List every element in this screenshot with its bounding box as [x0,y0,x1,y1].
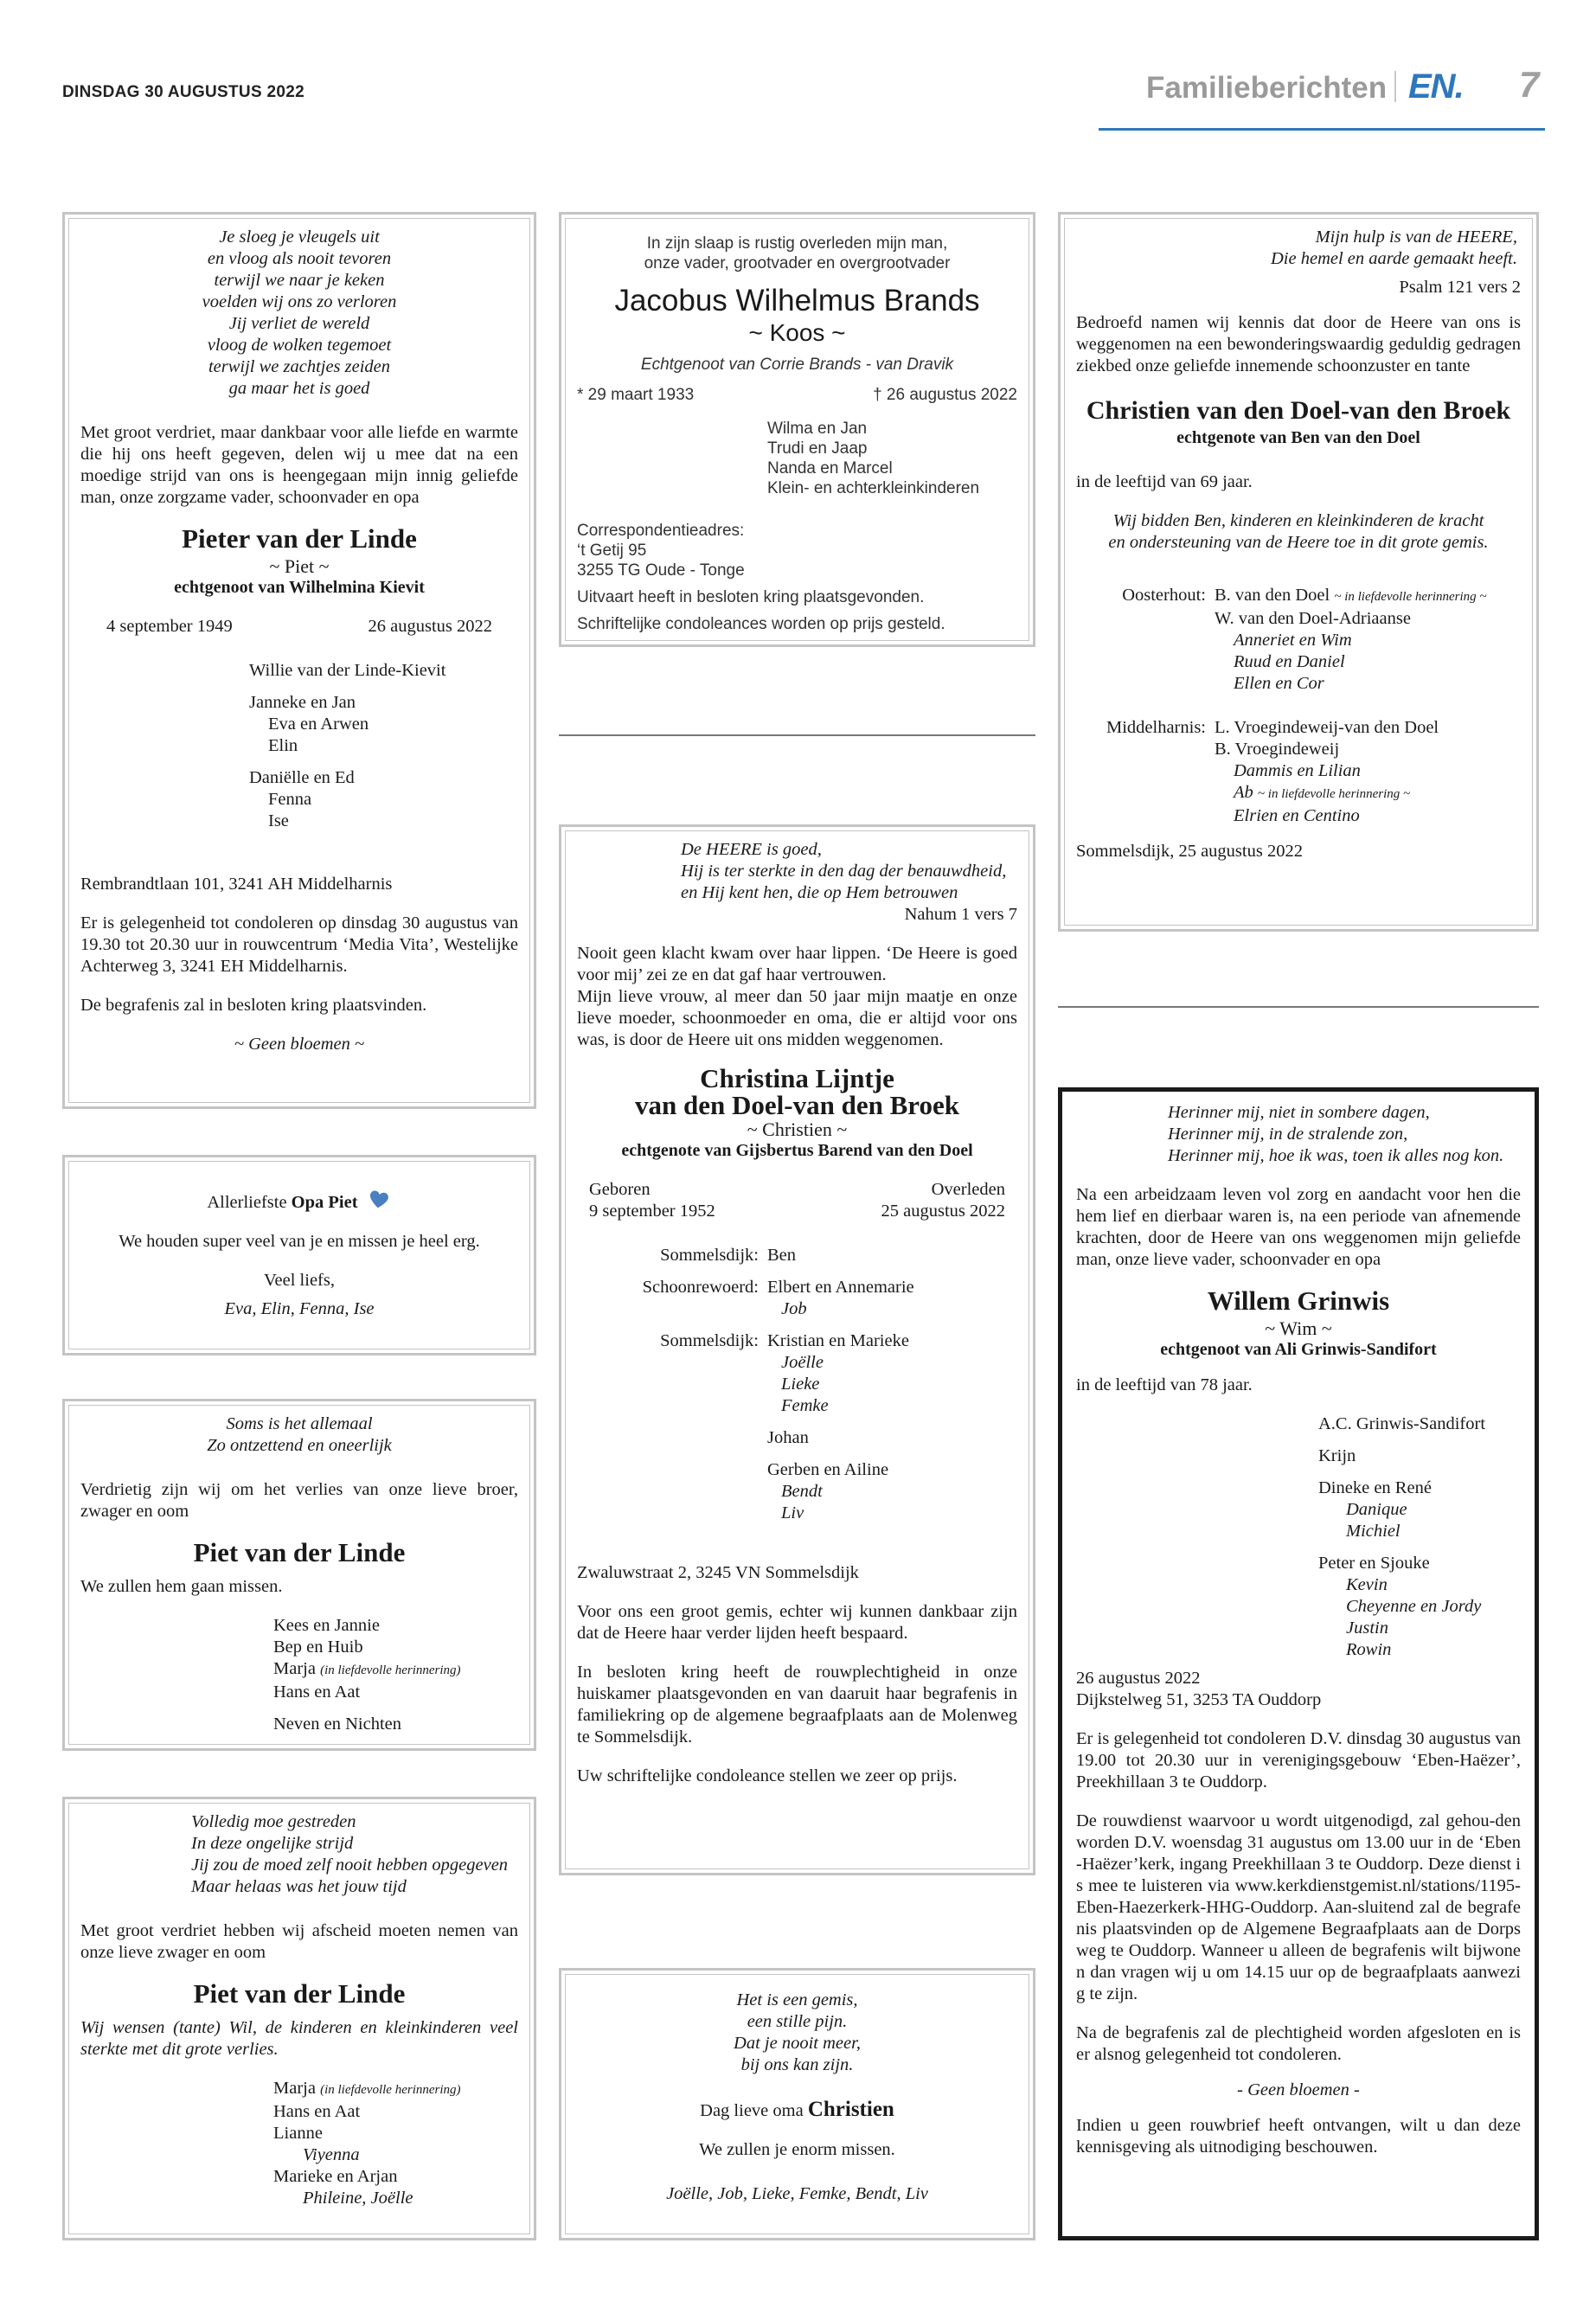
birth-date: 9 september 1952 [589,1202,715,1221]
family-member: A.C. Grinwis-Sandifort [1318,1414,1486,1433]
greeting-name: Christien [807,2098,894,2121]
signature: Joëlle, Job, Lieke, Femke, Bendt, Liv [666,2184,928,2203]
family-child: Liv [781,1503,804,1522]
poem-line: In deze ongelijke strijd [191,1834,354,1853]
family-place [577,1427,759,1449]
family-place: Middelharnis: [1106,718,1206,737]
spouse-line: echtgenote van Gijsbertus Barend van den Doel [621,1141,973,1160]
poem-line: Volledig moe gestreden [191,1812,356,1831]
message-oma-christien [559,1968,1035,2240]
poem-line: Dat je nooit meer, [734,2034,861,2053]
poem-line: Soms is het allemaal [226,1414,373,1433]
poem-line: Jij zou de moed zelf nooit hebben opgegeven [191,1856,509,1875]
intro-text: Met groot verdriet hebben wij afscheid moeten nemen van onze lieve zwager en oom [80,1921,518,1962]
deceased-name: Christina Lijntje [700,1063,894,1093]
obituary-christina [559,824,1035,1875]
deceased-name: Christien van den Doel-van den Broek [1086,396,1511,425]
obituary-piet-broer [62,1399,536,1751]
address-line: ‘t Getij 95 [577,542,647,560]
poem-line: terwijl we zachtjes zeiden [208,357,391,376]
family-place: Sommelsdijk: [660,1331,759,1350]
message-line: Veel liefs, [264,1271,335,1290]
poem-line: en vloog als nooit tevoren [207,249,392,268]
family-member: W. van den Doel-Adriaanse [1215,609,1411,628]
no-flowers: ~ Geen bloemen ~ [234,1035,365,1054]
nickname: ~ Wim ~ [1265,1317,1332,1339]
nickname: ~ Koos ~ [748,319,846,346]
family-member: Elbert en Annemarie [767,1278,914,1297]
family-member: Daniëlle en Ed [249,768,355,787]
family-place: Oosterhout: [1122,586,1206,605]
family-child: Ab ~ in liefdevolle herinnering ~ [1234,783,1411,802]
family-child: Bendt [781,1482,823,1501]
poem-line: Herinner mij, in de stralende zon, [1168,1125,1408,1144]
message-line: We houden super veel van je en missen je heel erg. [119,1232,480,1251]
family-member: Marieke en Arjan [273,2167,398,2186]
family-member: Willie van der Linde-Kievit [249,661,446,680]
family-member: Trudi en Jaap [767,439,868,458]
intro-text: Bedroefd namen wij kennis dat door de Heere van ons is weggenomen na een bewonderingswaardig geduldig gedragen ziekbed onze geliefde innemende schoonzuster en tante [1076,313,1521,375]
deceased-name: Piet van der Linde [193,1537,406,1567]
en-logo[interactable]: EN. [1408,67,1464,106]
family-member: Dineke en René [1318,1478,1432,1497]
deceased-name: Jacobus Wilhelmus Brands [614,284,980,317]
family-member: Marja (in liefdevolle herinnering) [273,2079,461,2098]
verse-line: De HEERE is goed, [681,840,822,859]
poem-line: bij ons kan zijn. [740,2055,854,2074]
intro-text: Verdrietig zijn wij om het verlies van onze lieve broer, zwager en oom [80,1480,518,1521]
notice-text: Indien u geen rouwbrief heeft ontvangen, wilt u dan deze kennisgeving als uitnodiging beschouwen. [1076,2116,1521,2157]
family-member: L. Vroegindeweij-van den Doel [1215,718,1439,737]
family-child: Dammis en Lilian [1234,761,1361,780]
section-title: Familieberichten [1146,71,1388,105]
poem-line: vloog de wolken tegemoet [207,336,392,355]
funeral-info: Uitvaart heeft in besloten kring plaatsgevonden. [577,588,925,606]
poem-line: Het is een gemis, [736,1990,858,2009]
paragraph: In besloten kring heeft de rouwplechtigheid in onze huiskamer plaatsgevonden en van daaruit haar begrafenis in familiekring op de algemene begraafplaats aan de Molenweg te Sommelsdijk. [577,1663,1017,1747]
family-child: Rowin [1346,1640,1392,1659]
family-child: Michiel [1346,1522,1401,1541]
separator-line [1058,1006,1539,1008]
family-member: B. Vroegindeweij [1215,740,1340,759]
message-line: We zullen je enorm missen. [699,2140,895,2159]
family-member: B. van den Doel ~ in liefdevolle herinnering ~ [1215,586,1487,605]
header-underline [1099,128,1545,131]
greeting-prefix: Allerliefste [207,1193,287,1212]
date-line: 26 augustus 2022 [1076,1669,1201,1688]
intro-line: In zijn slaap is rustig overleden mijn man, [646,234,948,253]
verse-reference: Nahum 1 vers 7 [904,905,1017,924]
family-member: Johan [767,1428,809,1447]
intro-text: Nooit geen klacht kwam over haar lippen. ‘De Heere is goed voor mij’ zei ze en dat gaf haar vertrouwen. [577,944,1017,984]
after-info: Na de begrafenis zal de plechtigheid worden afgesloten en is er alsnog gelegenheid tot condoleren. [1076,2023,1521,2064]
deceased-name: Pieter van der Linde [182,523,417,554]
family-member: Fenna [268,790,312,809]
deceased-name: Willem Grinwis [1207,1285,1390,1316]
family-child: Femke [781,1396,829,1415]
family-child: Kevin [1346,1575,1388,1594]
family-child: Lieke [781,1375,820,1394]
address: Zwaluwstraat 2, 3245 VN Sommelsdijk [577,1563,859,1582]
family-member: Lianne [273,2124,323,2143]
poem-line: Je sloeg je vleugels uit [219,228,380,247]
age-line: in de leeftijd van 78 jaar. [1076,1375,1253,1394]
poem [80,227,518,400]
nickname: ~ Christien ~ [747,1118,848,1140]
intro-text: Na een arbeidzaam leven vol zorg en aandacht voor hen die hem lief en dierbaar waren is, na een periode van afnemende krachten, door de Heere van ons weggenomen mijn geliefde man, onze lieve vader, schoonvader en opa [1076,1185,1521,1269]
family-member: Hans en Aat [273,1682,361,1702]
birth-date: * 29 maart 1933 [577,386,695,404]
family-place: Schoonrewoerd: [642,1278,759,1297]
poem-line: terwijl we naar je keken [214,271,385,290]
condolence-info: Schriftelijke condoleances worden op prijs gesteld. [577,615,945,633]
verse-line: en Hij kent hen, die op Hem betrouwen [681,883,958,902]
header-divider [1394,71,1396,102]
verse-reference: Psalm 121 vers 2 [1399,278,1521,297]
poem-line: ga maar het is goed [228,379,370,398]
no-flowers: - Geen bloemen - [1237,2080,1360,2099]
wish-text: Wij wensen (tante) Wil, de kinderen en kleinkinderen veel sterkte met dit grote verlies. [80,2018,518,2059]
obituary-piet-zwager [62,1797,536,2240]
family-member: Bep en Huib [273,1638,363,1657]
greeting-name: Opa Piet [291,1193,358,1212]
family-member: Klein- en achterkleinkinderen [767,479,980,497]
separator-line [559,734,1035,736]
family-member: Ben [767,1246,797,1265]
born-label: Geboren [589,1180,651,1199]
obituary-willem [1058,1087,1539,2240]
family-member: Peter en Sjouke [1318,1554,1430,1573]
spouse-line: echtgenote van Ben van den Doel [1176,428,1420,447]
poem-line: Zo ontzettend en oneerlijk [207,1436,392,1455]
poem-line: Jij verliet de wereld [228,314,370,333]
address: Dijkstelweg 51, 3253 TA Ouddorp [1076,1690,1322,1709]
deceased-name: Piet van der Linde [193,1978,406,2009]
poem-line: voelden wij ons zo verloren [202,292,397,311]
death-date: 26 augustus 2022 [368,617,492,636]
family-member: Neven en Nichten [273,1715,401,1734]
intro-text: Mijn lieve vrouw, al meer dan 50 jaar mijn maatje en onze lieve moeder, schoonmoeder en oma, die er altijd voor ons was, is door de Heere uit ons midden weggenomen. [577,987,1017,1049]
family-member: Viyenna [303,2145,360,2164]
prayer-line: en ondersteuning van de Heere toe in dit grote gemis. [1108,533,1489,552]
family-member: Wilma en Jan [767,420,868,438]
family-child: Joëlle [781,1353,824,1372]
family-child: Ellen en Cor [1234,674,1324,693]
family-child: Cheyenne en Jordy [1346,1597,1482,1616]
death-date: 25 augustus 2022 [881,1202,1005,1221]
family-member: Janneke en Jan [249,693,356,712]
place-date: Sommelsdijk, 25 augustus 2022 [1076,842,1303,861]
nickname: ~ Piet ~ [269,555,330,577]
family-member: Phileine, Joëlle [303,2189,413,2208]
intro-text: Met groot verdriet, maar dankbaar voor alle liefde en warmte die hij ons heeft gegeven, delen wij u mee dat na een moedige strijd van ons is heengegaan mijn innig geliefde man, onze zorgzame vader, schoonvader en opa [80,423,518,507]
family-member: Nanda en Marcel [767,459,893,478]
family-child: Anneriet en Wim [1234,631,1352,650]
poem-line: Maar helaas was het jouw tijd [191,1877,407,1896]
verse-line: Mijn hulp is van de HEERE, [1315,228,1517,247]
signature: Eva, Elin, Fenna, Ise [224,1299,375,1318]
message-opa-piet [62,1155,536,1356]
address-label: Correspondentieadres: [577,522,745,540]
page-number: 7 [1519,64,1540,105]
condolence-info: Er is gelegenheid tot condoleren op dinsdag 30 augustus van 19.30 tot 20.30 uur in rouwcentrum ‘Media Vita’, Westelijke Achterweg 3, 3241 EH Middelharnis. [80,913,518,976]
family-member: Elin [268,736,298,755]
obituary-pieter [62,212,536,1109]
funeral-info: De begrafenis zal in besloten kring plaatsvinden. [80,996,427,1015]
family-place: Sommelsdijk: [660,1246,759,1265]
spouse-line: Echtgenoot van Corrie Brands - van Dravik [640,356,954,374]
closing-text: We zullen hem gaan missen. [80,1577,283,1596]
family-child: Ruud en Daniel [1234,652,1345,671]
family-member: Krijn [1318,1446,1356,1465]
poem-line: Herinner mij, niet in sombere dagen, [1168,1103,1430,1122]
paragraph: Voor ons een groot gemis, echter wij kunnen dankbaar zijn dat de Heere haar verder lijden heeft bespaard. [577,1602,1017,1643]
family-member: Hans en Aat [273,2102,361,2121]
family-child: Danique [1346,1500,1407,1519]
family-member: Marja (in liefdevolle herinnering) [273,1659,461,1678]
death-date: † 26 augustus 2022 [873,386,1017,404]
family-member: Kristian en Marieke [767,1331,909,1350]
family-child: Justin [1346,1618,1388,1638]
poem-line: een stille pijn. [747,2012,848,2031]
obituary-koos [559,212,1035,647]
poem-line: Herinner mij, hoe ik was, toen ik alles nog kon. [1168,1146,1504,1165]
family-member: Gerben en Ailine [767,1460,889,1479]
birth-date: 4 september 1949 [106,617,233,636]
family-member: Ise [268,811,289,830]
address: Rembrandtlaan 101, 3241 AH Middelharnis [80,875,393,894]
verse-line: Die hemel en aarde gemaakt heeft. [1271,249,1517,268]
heart-icon [368,1187,392,1211]
intro-line: onze vader, grootvader en overgrootvader [644,254,951,272]
prayer-line: Wij bidden Ben, kinderen en kleinkinderen de kracht [1112,511,1484,530]
greeting-prefix: Dag lieve oma [700,2101,804,2120]
spouse-line: echtgenoot van Ali Grinwis-Sandifort [1160,1340,1437,1359]
service-info: De rouwdienst waarvoor u wordt uitgenodigd, zal gehou-den worden D.V. woensdag 31 augustus om 13.00 uur in de ‘Eben-Haëzer’kerk, ingang Preekhillaan 3 te Ouddorp. Deze dienst is mee te luisteren via www.kerkdienstgemist.nl/stations/1195-Eben-Haezerkerk-HHG-Ouddorp. Aan-sluitend zal de begrafenis plaatsvinden op de Algemene Begraafplaats aan de Dorpsweg te Ouddorp. Wanneer u alleen de begrafenis wilt bijwonen dan vragen wij u om 14.15 uur op de begraafplaats aanwezig te zijn. [1076,1811,1521,2003]
obituary-christien [1058,212,1539,932]
verse-line: Hij is ter sterkte in den dag der benauwdheid, [681,862,1007,881]
age-line: in de leeftijd van 69 jaar. [1076,472,1253,491]
page-date: DINSDAG 30 AUGUSTUS 2022 [62,83,304,101]
condolence-info: Er is gelegenheid tot condoleren D.V. dinsdag 30 augustus van 19.00 tot 20.30 uur in verenigingsgebouw ‘Eben-Haëzer’, Preekhillaan 3 te Ouddorp. [1076,1729,1521,1791]
family-place [577,1459,759,1524]
deceased-name: van den Doel-van den Broek [635,1090,959,1120]
family-member: Eva en Arwen [268,715,369,734]
paragraph: Uw schriftelijke condoleance stellen we zeer op prijs. [577,1766,958,1785]
family-child: Elrien en Centino [1234,806,1360,825]
family-child: Job [781,1299,807,1318]
address-line: 3255 TG Oude - Tonge [577,561,745,580]
family-member: Kees en Jannie [273,1616,380,1635]
spouse-line: echtgenoot van Wilhelmina Kievit [174,578,425,597]
died-label: Overleden [931,1180,1005,1199]
